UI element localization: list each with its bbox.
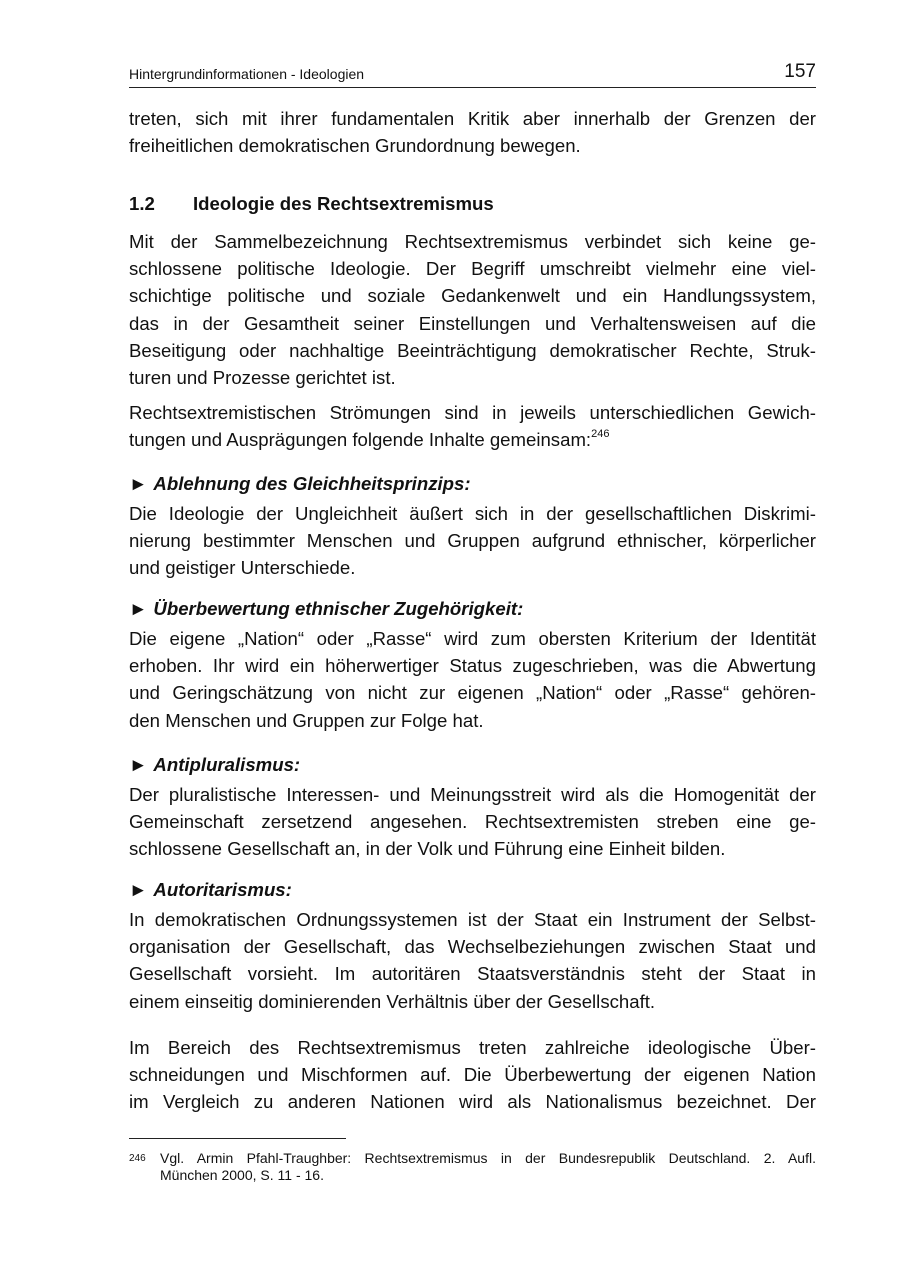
text-line: schneidungen und Mischformen auf. Die Überbewertung der eigenen Nation bbox=[129, 1064, 816, 1086]
text-line: Vgl. Armin Pfahl-Traughber: Rechtsextremismus in der Bundesrepublik Deutschland. 2. Aufl. bbox=[160, 1150, 816, 1166]
text-line: Rechtsextremistischen Strömungen sind in jeweils unterschiedlichen Gewich- bbox=[129, 402, 816, 423]
paragraph-nationalism bbox=[129, 1034, 816, 1116]
text-line: turen und Prozesse gerichtet ist. bbox=[129, 367, 396, 389]
bullet-text-antipluralism bbox=[129, 781, 816, 863]
text-line: Die eigene „Nation“ oder „Rasse“ wird zum obersten Kriterium der Identität bbox=[129, 628, 816, 649]
bullet-title: Überbewertung ethnischer Zugehörigkeit: bbox=[153, 598, 524, 619]
text-line: treten, sich mit ihrer fundamentalen Kritik aber innerhalb der Grenzen der bbox=[129, 108, 816, 129]
text-line: und geistiger Unterschiede. bbox=[129, 557, 356, 579]
section-title: Ideologie des Rechtsextremismus bbox=[193, 193, 494, 214]
section-number: 1.2 bbox=[129, 193, 155, 214]
text-line: Die Ideologie der Ungleichheit äußert sich in der gesellschaftlichen Diskrimi- bbox=[129, 503, 816, 524]
text-line: freiheitlichen demokratischen Grundordnung bewegen. bbox=[129, 135, 581, 157]
triangle-bullet-icon: ► bbox=[129, 754, 148, 775]
text-line: einem einseitig dominierenden Verhältnis über der Gesellschaft. bbox=[129, 990, 656, 1012]
footnote-separator bbox=[129, 1138, 346, 1139]
paragraph-common-contents bbox=[129, 399, 816, 453]
triangle-bullet-icon: ► bbox=[129, 598, 148, 619]
section-heading bbox=[129, 193, 494, 215]
text-line: München 2000, S. 11 - 16. bbox=[160, 1167, 324, 1183]
text-line: das in der Gesamtheit seiner Einstellungen und Verhaltensweisen auf die bbox=[129, 312, 816, 334]
text-line: Im Bereich des Rechtsextremismus treten zahlreiche ideologische Über- bbox=[129, 1037, 816, 1058]
text-line: nierung bestimmter Menschen und Gruppen aufgrund ethnischer, körperlicher bbox=[129, 530, 816, 552]
bullet-title: Ablehnung des Gleichheitsprinzips: bbox=[153, 473, 471, 494]
text-line: organisation der Gesellschaft, das Wechselbeziehungen zwischen Staat und bbox=[129, 936, 816, 958]
text-line: den Menschen und Gruppen zur Folge hat. bbox=[129, 709, 484, 731]
bullet-heading-ethnic bbox=[129, 598, 523, 620]
intro-paragraph bbox=[129, 105, 816, 159]
text-line: Gesellschaft vorsieht. Im autoritären Staatsverständnis steht der Staat in bbox=[129, 963, 816, 985]
text-line: schlossene politische Ideologie. Der Begriff umschreibt vielmehr eine viel- bbox=[129, 258, 816, 280]
triangle-bullet-icon: ► bbox=[129, 473, 148, 494]
bullet-heading-antipluralism bbox=[129, 754, 300, 776]
bullet-title: Antipluralismus: bbox=[153, 754, 301, 775]
bullet-text-authoritarianism bbox=[129, 906, 816, 1015]
footnote-number: 246 bbox=[129, 1153, 146, 1164]
bullet-text-ethnic bbox=[129, 625, 816, 734]
triangle-bullet-icon: ► bbox=[129, 879, 148, 900]
text-line: In demokratischen Ordnungssystemen ist der Staat ein Instrument der Selbst- bbox=[129, 909, 816, 930]
text-line: schlossene Gesellschaft an, in der Volk und Führung eine Einheit bilden. bbox=[129, 838, 726, 860]
running-header-title: Hintergrundinformationen - Ideologien bbox=[129, 66, 365, 82]
text-line: schichtige politische und soziale Gedankenwelt und ein Handlungssystem, bbox=[129, 285, 816, 307]
page-header bbox=[129, 60, 816, 88]
text-line: Der pluralistische Interessen- und Meinungsstreit wird als die Homogenität der bbox=[129, 784, 816, 805]
page-number: 157 bbox=[784, 61, 816, 82]
text-line: Mit der Sammelbezeichnung Rechtsextremismus verbindet sich keine ge- bbox=[129, 231, 816, 252]
text-line: im Vergleich zu anderen Nationen wird als Nationalismus bezeichnet. Der bbox=[129, 1091, 816, 1113]
footnote-text bbox=[160, 1150, 816, 1184]
bullet-text-equality bbox=[129, 500, 816, 582]
text-line: Beseitigung oder nachhaltige Beeinträchtigung demokratischer Rechte, Struk- bbox=[129, 339, 816, 361]
text-line: und Geringschätzung von nicht zur eigenen „Nation“ oder „Rasse“ gehören- bbox=[129, 682, 816, 704]
text-line: tungen und Ausprägungen folgende Inhalte gemeinsam:$^{246}$ bbox=[129, 428, 610, 451]
footnote-reference[interactable]: 246 bbox=[591, 428, 610, 441]
footnote bbox=[129, 1150, 816, 1184]
bullet-heading-authoritarianism bbox=[129, 879, 292, 901]
text-line: Gemeinschaft zersetzend angesehen. Rechtsextremisten streben eine ge- bbox=[129, 811, 816, 833]
paragraph-definition bbox=[129, 228, 816, 391]
bullet-title: Autoritarismus: bbox=[153, 879, 292, 900]
text-line: erhoben. Ihr wird ein höherwertiger Status zugeschrieben, was die Abwertung bbox=[129, 655, 816, 677]
bullet-heading-equality bbox=[129, 473, 471, 495]
